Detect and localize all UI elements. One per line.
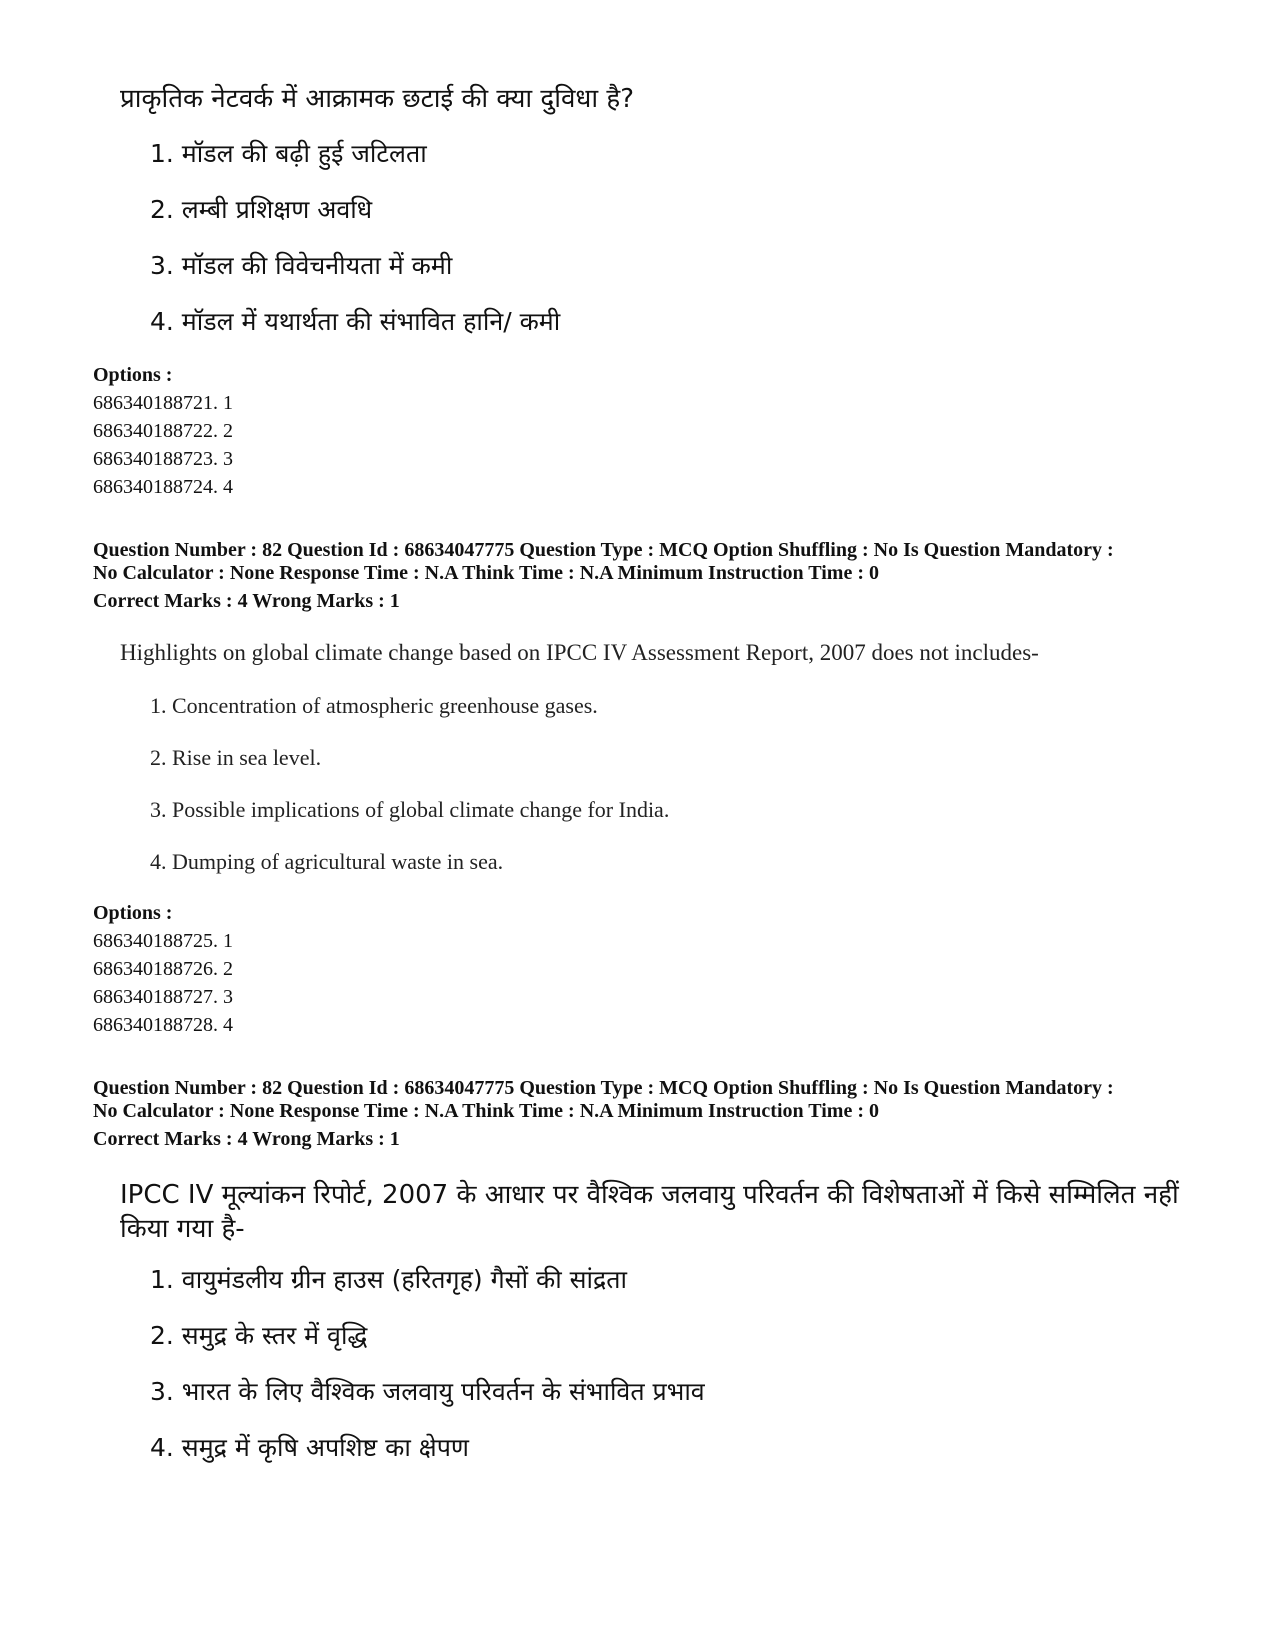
choice-4: 4. Dumping of agricultural waste in sea. [150,849,504,874]
question-text-hindi-1: प्राकृतिक नेटवर्क में आक्रामक छटाई की क्या दुविधा है? [120,84,635,114]
choice-2: 2. समुद्र के स्तर में वृद्धि [150,1321,368,1350]
question-text-hindi-2: IPCC IV मूल्यांकन रिपोर्ट, 2007 के आधार पर वैश्विक जलवायु परिवर्तन की विशेषताओं में किसे सम्मिलित नहीं किया गया है- [120,1180,1179,1244]
question-meta-line-2: No Calculator : None Response Time : N.A Think Time : N.A Minimum Instruction Time : 0 [93,562,879,584]
choice-3: 3. Possible implications of global climate change for India. [150,797,670,822]
question-meta-line-2: No Calculator : None Response Time : N.A Think Time : N.A Minimum Instruction Time : 0 [93,1100,879,1122]
option-id: 686340188725. 1 [93,930,233,952]
choice-4: 4. मॉडल में यथार्थता की संभावित हानि/ कमी [150,307,561,336]
option-id: 686340188721. 1 [93,392,233,414]
choice-2: 2. लम्बी प्रशिक्षण अवधि [150,195,373,224]
options-label: Options : [93,364,173,386]
choice-3: 3. भारत के लिए वैश्विक जलवायु परिवर्तन के संभावित प्रभाव [150,1377,705,1406]
choice-1: 1. वायुमंडलीय ग्रीन हाउस (हरितगृह) गैसों की सांद्रता [150,1265,627,1294]
marks-line: Correct Marks : 4 Wrong Marks : 1 [93,590,400,612]
marks-line: Correct Marks : 4 Wrong Marks : 1 [93,1128,400,1150]
choice-1: 1. मॉडल की बढ़ी हुई जटिलता [150,139,427,168]
option-id: 686340188724. 4 [93,476,233,498]
option-id: 686340188723. 3 [93,448,233,470]
choice-2: 2. Rise in sea level. [150,745,322,770]
question-meta-line-1: Question Number : 82 Question Id : 68634047775 Question Type : MCQ Option Shuffling : No Is Question Mandatory : [93,539,1114,561]
option-id: 686340188728. 4 [93,1014,233,1036]
choice-1: 1. Concentration of atmospheric greenhouse gases. [150,693,598,718]
choice-4: 4. समुद्र में कृषि अपशिष्ट का क्षेपण [150,1433,469,1462]
option-id: 686340188726. 2 [93,958,233,980]
option-id: 686340188722. 2 [93,420,233,442]
choice-3: 3. मॉडल की विवेचनीयता में कमी [150,251,453,280]
question-text-english: Highlights on global climate change based on IPCC IV Assessment Report, 2007 does not includes- [120,640,1039,665]
question-meta-line-1: Question Number : 82 Question Id : 68634047775 Question Type : MCQ Option Shuffling : No Is Question Mandatory : [93,1077,1114,1099]
option-id: 686340188727. 3 [93,986,233,1008]
options-label: Options : [93,902,173,924]
